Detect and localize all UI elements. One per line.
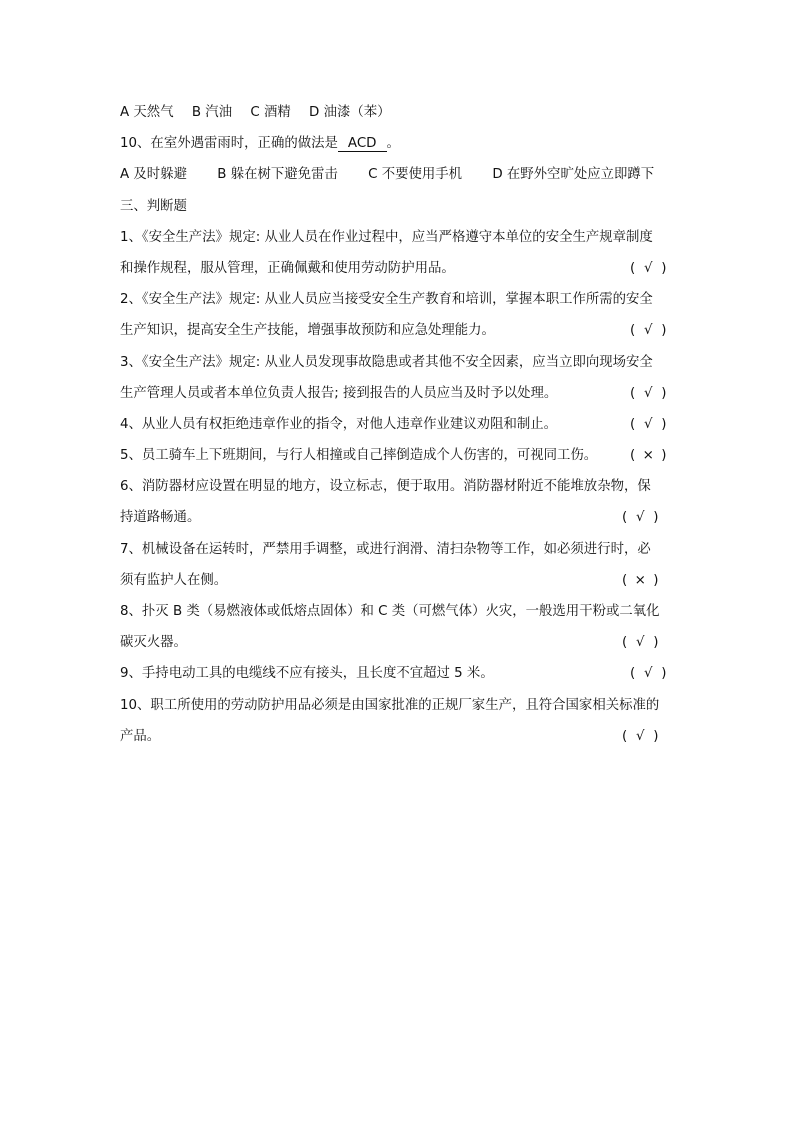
q9-option-d: D 油漆（苯） <box>309 105 391 120</box>
tf-item-6-line-1: 6、消防器材应设置在明显的地方，设立标志，便于取用。消防器材附近不能堆放杂物，保 <box>120 479 651 494</box>
tf-item-1-line-1: 1、《安全生产法》规定: 从业人员在作业过程中，应当严格遵守本单位的安全生产规章制度 <box>120 230 653 245</box>
tf-item-5-answer: ( × ) <box>630 448 667 463</box>
tf-item-3-answer: ( √ ) <box>630 386 667 401</box>
q10-suffix: 。 <box>386 136 400 151</box>
tf-item-9-line-1: 9、手持电动工具的电缆线不应有接头，且长度不宜超过 5 米。 <box>120 666 494 681</box>
check-mark-icon: √ <box>643 666 653 681</box>
tf-item-7-answer: ( × ) <box>622 573 659 588</box>
tf-item-2-line-1: 2、《安全生产法》规定: 从业人员应当接受安全生产教育和培训，掌握本职工作所需的安全 <box>120 292 653 307</box>
q10-option-c: C 不要使用手机 <box>368 167 463 182</box>
check-mark-icon: √ <box>635 635 645 650</box>
tf-item-8-line-2: 碳灭火器。 <box>120 635 187 650</box>
tf-item-4-line-1: 4、从业人员有权拒绝违章作业的指令，对他人违章作业建议劝阻和制止。 <box>120 417 558 432</box>
check-mark-icon: √ <box>643 323 653 338</box>
q10-option-a: A 及时躲避 <box>120 167 187 182</box>
check-mark-icon: √ <box>635 510 645 525</box>
tf-item-3-line-2: 生产管理人员或者本单位负责人报告; 接到报告的人员应当及时予以处理。 <box>120 386 558 401</box>
tf-item-7-line-2: 须有监护人在侧。 <box>120 573 228 588</box>
section-heading: 三、判断题 <box>120 199 187 214</box>
tf-item-9-answer: ( √ ) <box>630 666 667 681</box>
check-mark-icon: √ <box>643 261 653 276</box>
q10-question <box>120 135 400 153</box>
tf-item-10-line-1: 10、职工所使用的劳动防护用品必须是由国家批准的正规厂家生产，且符合国家相关标准的 <box>120 698 660 713</box>
tf-item-1-answer: ( √ ) <box>630 261 667 276</box>
check-mark-icon: √ <box>635 729 645 744</box>
check-mark-icon: √ <box>643 417 653 432</box>
q9-option-c: C 酒精 <box>250 105 291 120</box>
tf-item-2-line-2: 生产知识，提高安全生产技能，增强事故预防和应急处理能力。 <box>120 323 495 338</box>
tf-item-7-line-1: 7、机械设备在运转时，严禁用手调整，或进行润滑、清扫杂物等工作，如必须进行时，必 <box>120 542 651 557</box>
tf-item-10-line-2: 产品。 <box>120 729 161 744</box>
cross-mark-icon: × <box>634 573 646 588</box>
q10-prefix: 10、在室外遇雷雨时，正确的做法是 <box>120 136 338 151</box>
tf-item-8-line-1: 8、扑灭 B 类（易燃液体或低熔点固体）和 C 类（可燃气体）火灾，一般选用干粉或二氧化 <box>120 604 660 619</box>
check-mark-icon: √ <box>643 386 653 401</box>
q10-option-b: B 躲在树下避免雷击 <box>217 167 338 182</box>
tf-item-2-answer: ( √ ) <box>630 323 667 338</box>
q9-option-a: A 天然气 <box>120 105 174 120</box>
q10-option-d: D 在野外空旷处应立即蹲下 <box>492 167 655 182</box>
q10-options-row <box>120 166 654 184</box>
tf-item-6-answer: ( √ ) <box>622 510 659 525</box>
tf-item-6-line-2: 持道路畅通。 <box>120 510 201 525</box>
tf-item-3-line-1: 3、《安全生产法》规定: 从业人员发现事故隐患或者其他不安全因素，应当立即向现场安全 <box>120 355 653 370</box>
tf-item-10-answer: ( √ ) <box>622 729 659 744</box>
tf-item-4-answer: ( √ ) <box>630 417 667 432</box>
tf-item-1-line-2: 和操作规程，服从管理，正确佩戴和使用劳动防护用品。 <box>120 261 455 276</box>
tf-item-8-answer: ( √ ) <box>622 635 659 650</box>
q9-option-b: B 汽油 <box>191 105 233 120</box>
tf-item-5-line-1: 5、员工骑车上下班期间，与行人相撞或自己摔倒造成个人伤害的，可视同工伤。 <box>120 448 598 463</box>
q10-answer-blank: ACD <box>338 136 387 152</box>
cross-mark-icon: × <box>642 448 654 463</box>
q9-options-row <box>120 104 391 122</box>
